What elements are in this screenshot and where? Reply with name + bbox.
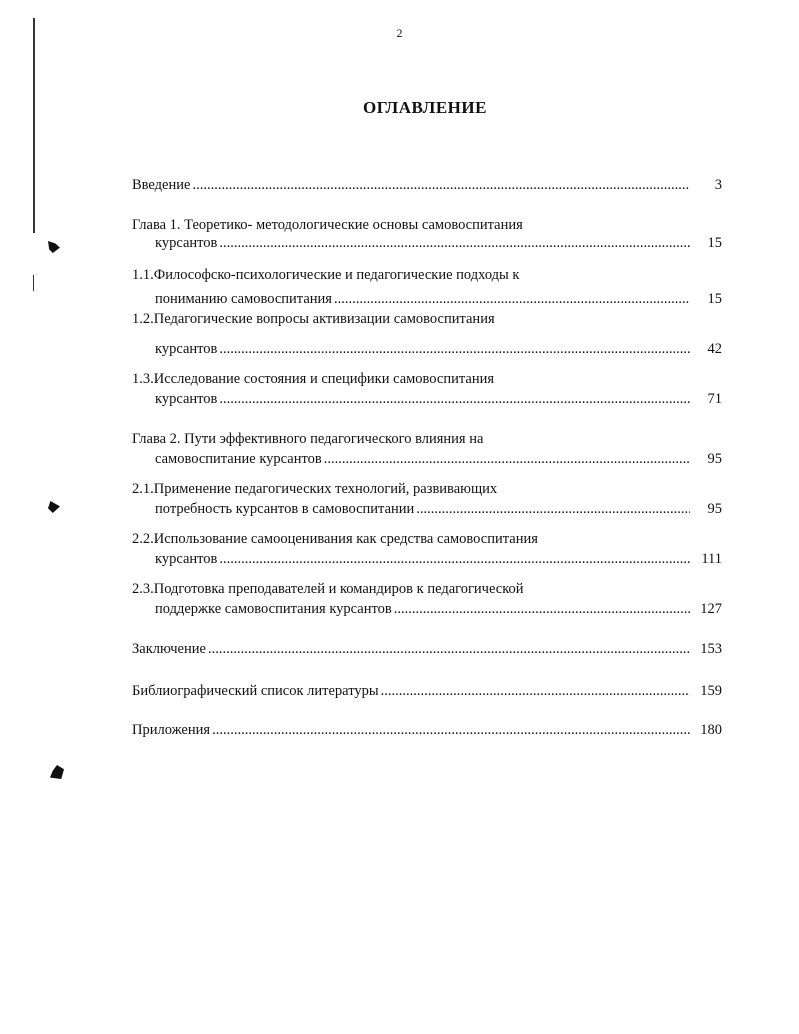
margin-rule-dash <box>33 275 34 291</box>
page-number: 2 <box>396 26 403 40</box>
toc-page-number: 153 <box>700 641 722 657</box>
toc-leader-dots <box>381 682 690 700</box>
toc-entry-line: Глава 1. Теоретико- методологические основы самовоспитания <box>132 217 523 233</box>
toc-page-number: 127 <box>700 601 722 617</box>
toc-entry-text: курсантов <box>155 235 218 251</box>
toc-page-number: 159 <box>700 683 722 699</box>
toc-leader-dots <box>192 176 690 194</box>
toc-page-number: 71 <box>707 391 722 407</box>
binder-hole-mark <box>50 765 64 779</box>
toc-leader-dots <box>334 290 690 308</box>
toc-leader-dots <box>212 721 690 739</box>
binder-hole-mark <box>48 241 60 253</box>
toc-entry-text: поддержке самовоспитания курсантов <box>155 601 392 617</box>
toc-entry-line: 2.1.Применение педагогических технологий, развивающих <box>132 481 498 497</box>
toc-leader-dots <box>416 500 690 518</box>
toc-leader-dots <box>219 550 690 568</box>
toc-entry-text: самовоспитание курсантов <box>155 451 322 467</box>
toc-entry-line <box>155 390 722 408</box>
toc-entry-text: курсантов <box>155 341 218 357</box>
toc-leader-dots <box>219 234 690 252</box>
toc-entry-line <box>155 500 722 518</box>
toc-entry-line <box>132 721 722 739</box>
toc-page-number: 42 <box>707 341 722 357</box>
toc-entry-text: потребность курсантов в самовоспитании <box>155 501 415 517</box>
toc-page-number: 3 <box>714 177 722 193</box>
toc-entry-line <box>155 550 722 568</box>
toc-page-number: 111 <box>701 551 722 567</box>
page-title: ОГЛАВЛЕНИЕ <box>363 98 487 117</box>
toc-leader-dots <box>208 640 690 658</box>
toc-entry-text: курсантов <box>155 391 218 407</box>
toc-entry-text: Заключение <box>132 641 206 657</box>
toc-entry-line <box>155 234 722 252</box>
toc-entry-text: Введение <box>132 177 191 193</box>
toc-entry-text: курсантов <box>155 551 218 567</box>
toc-page-number: 95 <box>707 451 722 467</box>
toc-entry-line: 1.2.Педагогические вопросы активизации самовоспитания <box>132 311 495 327</box>
margin-rule-top <box>33 18 35 233</box>
toc-entry-line <box>155 340 722 358</box>
toc-page-number: 15 <box>707 235 722 251</box>
toc-entry-line <box>132 640 722 658</box>
toc-page-number: 15 <box>707 291 722 307</box>
toc-entry-line <box>155 450 722 468</box>
toc-entry-text: Библиографический список литературы <box>132 683 379 699</box>
toc-leader-dots <box>394 600 690 618</box>
toc-leader-dots <box>324 450 690 468</box>
toc-entry-text: Приложения <box>132 722 211 738</box>
toc-entry-line: Глава 2. Пути эффективного педагогического влияния на <box>132 431 484 447</box>
toc-leader-dots <box>219 390 690 408</box>
toc-entry-line <box>132 176 722 194</box>
toc-entry-line: 2.3.Подготовка преподавателей и командиров к педагогической <box>132 581 524 597</box>
toc-page-number: 180 <box>700 722 722 738</box>
toc-entry-line <box>155 290 722 308</box>
toc-page-number: 95 <box>707 501 722 517</box>
toc-entry-text: пониманию самовоспитания <box>155 291 332 307</box>
toc-entry-line <box>132 682 722 700</box>
toc-entry-line: 2.2.Использование самооценивания как средства самовоспитания <box>132 531 538 547</box>
toc-entry-line: 1.1.Философско-психологические и педагогические подходы к <box>132 267 520 283</box>
toc-entry-line <box>155 600 722 618</box>
toc-leader-dots <box>219 340 690 358</box>
binder-hole-mark <box>48 501 60 513</box>
toc-entry-line: 1.3.Исследование состояния и специфики самовоспитания <box>132 371 495 387</box>
